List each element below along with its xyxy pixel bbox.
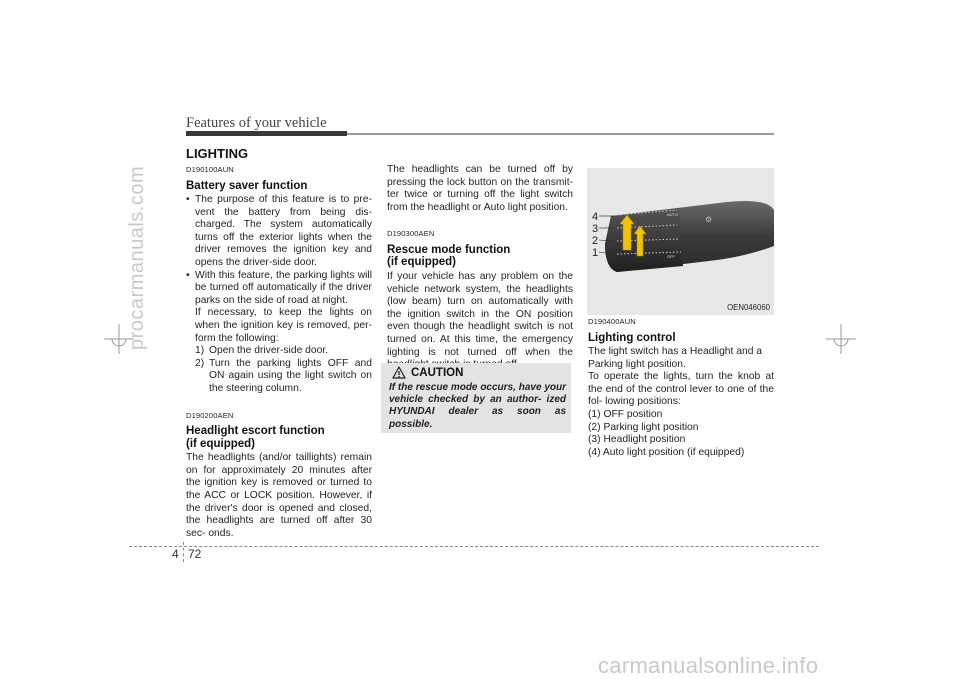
- header-title: Features of your vehicle: [186, 115, 327, 131]
- chapter-number: 4: [172, 547, 179, 561]
- watermark-bottom: carmanualsonline.info: [598, 653, 819, 678]
- position-item: (1) OFF position: [588, 409, 663, 421]
- rescue-code: D190300AEN: [387, 229, 435, 239]
- battery-code: D190100AUN: [186, 165, 234, 174]
- light-switch-illustration: [587, 168, 774, 315]
- battery-step-2: [186, 358, 372, 396]
- position-item: (4) Auto light position (if equipped): [588, 446, 745, 458]
- position-item: (3) Headlight position: [588, 434, 686, 446]
- battery-heading: Battery saver function: [186, 179, 308, 192]
- caution-body: If the rescue mode occurs, have your vehicle checked by an author- ized HYUNDAI dealer as soon as possible.: [389, 382, 566, 430]
- column-3: [588, 316, 774, 459]
- bullet-dot: •: [186, 269, 190, 281]
- step-text: Turn the parking lights OFF and ON again using the light switch on the steering column.: [209, 357, 372, 394]
- lighting-control-heading: Lighting control: [588, 331, 676, 344]
- bullet-dot: •: [186, 194, 190, 206]
- warning-icon: [392, 366, 406, 379]
- lighting-control-body-1: The light switch has a Headlight and a Parking light position.: [588, 346, 763, 370]
- rescue-body: If your vehicle has any problem on the vehicle network system, the headlights (low beam) turn on automatically with the ignition switch in the ON position even though the headlight switch is not turned on. At this time, the emergency lighting is not turned off when the: [387, 270, 573, 358]
- lighting-control-body-2: To operate the lights, turn the knob at the end of the control lever to one of the fol- lowing positions:: [588, 371, 774, 408]
- battery-bullet-1-text: The purpose of this feature is to pre- vent the battery from being dis- charged. The system automatically turns off the exterior lights when the driver removes the ignition key and opens the driver-side door.: [195, 194, 372, 269]
- position-label-3: 3: [592, 223, 599, 235]
- watermark-side: procarmanuals.com: [126, 165, 148, 350]
- escort-body: The headlights (and/or taillights) remain on for approximately 20 minutes after the ignition key is removed or turned to the ACC or LOCK position. However, if the driver's door is opened and closed, the headlights are turned off after 30 sec- onds.: [186, 452, 372, 539]
- battery-step-1: [186, 345, 372, 358]
- escort-body-2: The headlights can be turned off by pressing the lock button on the transmit- ter twice or turning off the light switch from the headlight or Auto light position.: [387, 164, 573, 213]
- lighting-control-code: D190400AUN: [588, 317, 636, 326]
- escort-heading-2: (if equipped): [186, 437, 255, 450]
- light-switch-figure: [587, 168, 774, 315]
- position-label-4: 4: [592, 211, 599, 223]
- step-number: 2): [195, 357, 205, 369]
- escort-code: D190200AEN: [186, 410, 234, 420]
- position-item: (2) Parking light position: [588, 421, 699, 433]
- position-label-2: 2: [592, 235, 599, 247]
- caution-box: [381, 363, 571, 433]
- footer-divider: [183, 542, 184, 562]
- step-number: 1): [195, 345, 205, 357]
- escort-heading-1: Headlight escort function: [186, 425, 325, 438]
- battery-bullet-2-cont: If necessary, to keep the lights on when the ignition key is removed, per- form the following:: [195, 307, 372, 344]
- rescue-heading-2: (if equipped): [387, 256, 456, 269]
- footer-rule: [129, 546, 819, 547]
- step-text: Open the driver-side door.: [209, 345, 329, 357]
- header-bar-dark: [186, 131, 347, 136]
- rescue-heading-1: Rescue mode function: [387, 243, 511, 256]
- column-1: [186, 164, 372, 540]
- position-label-1: 1: [592, 247, 599, 259]
- header-bar-light: [347, 133, 774, 135]
- figure-code: OEN046060: [727, 303, 770, 312]
- knob-text-auto: AUTO: [667, 212, 679, 217]
- knob-text-off: OFF: [667, 254, 675, 259]
- section-title: LIGHTING: [186, 146, 249, 161]
- wiper-icon: ⚙: [705, 215, 713, 224]
- battery-bullet-1: [186, 194, 372, 270]
- caution-title: CAUTION: [411, 367, 464, 379]
- battery-bullet-2: [186, 270, 372, 308]
- column-2: [387, 164, 573, 372]
- battery-bullet-2-text: With this feature, the parking lights will be turned off automatically if the driver parks on the side of road at night.: [195, 269, 372, 306]
- page-number: 72: [188, 547, 202, 561]
